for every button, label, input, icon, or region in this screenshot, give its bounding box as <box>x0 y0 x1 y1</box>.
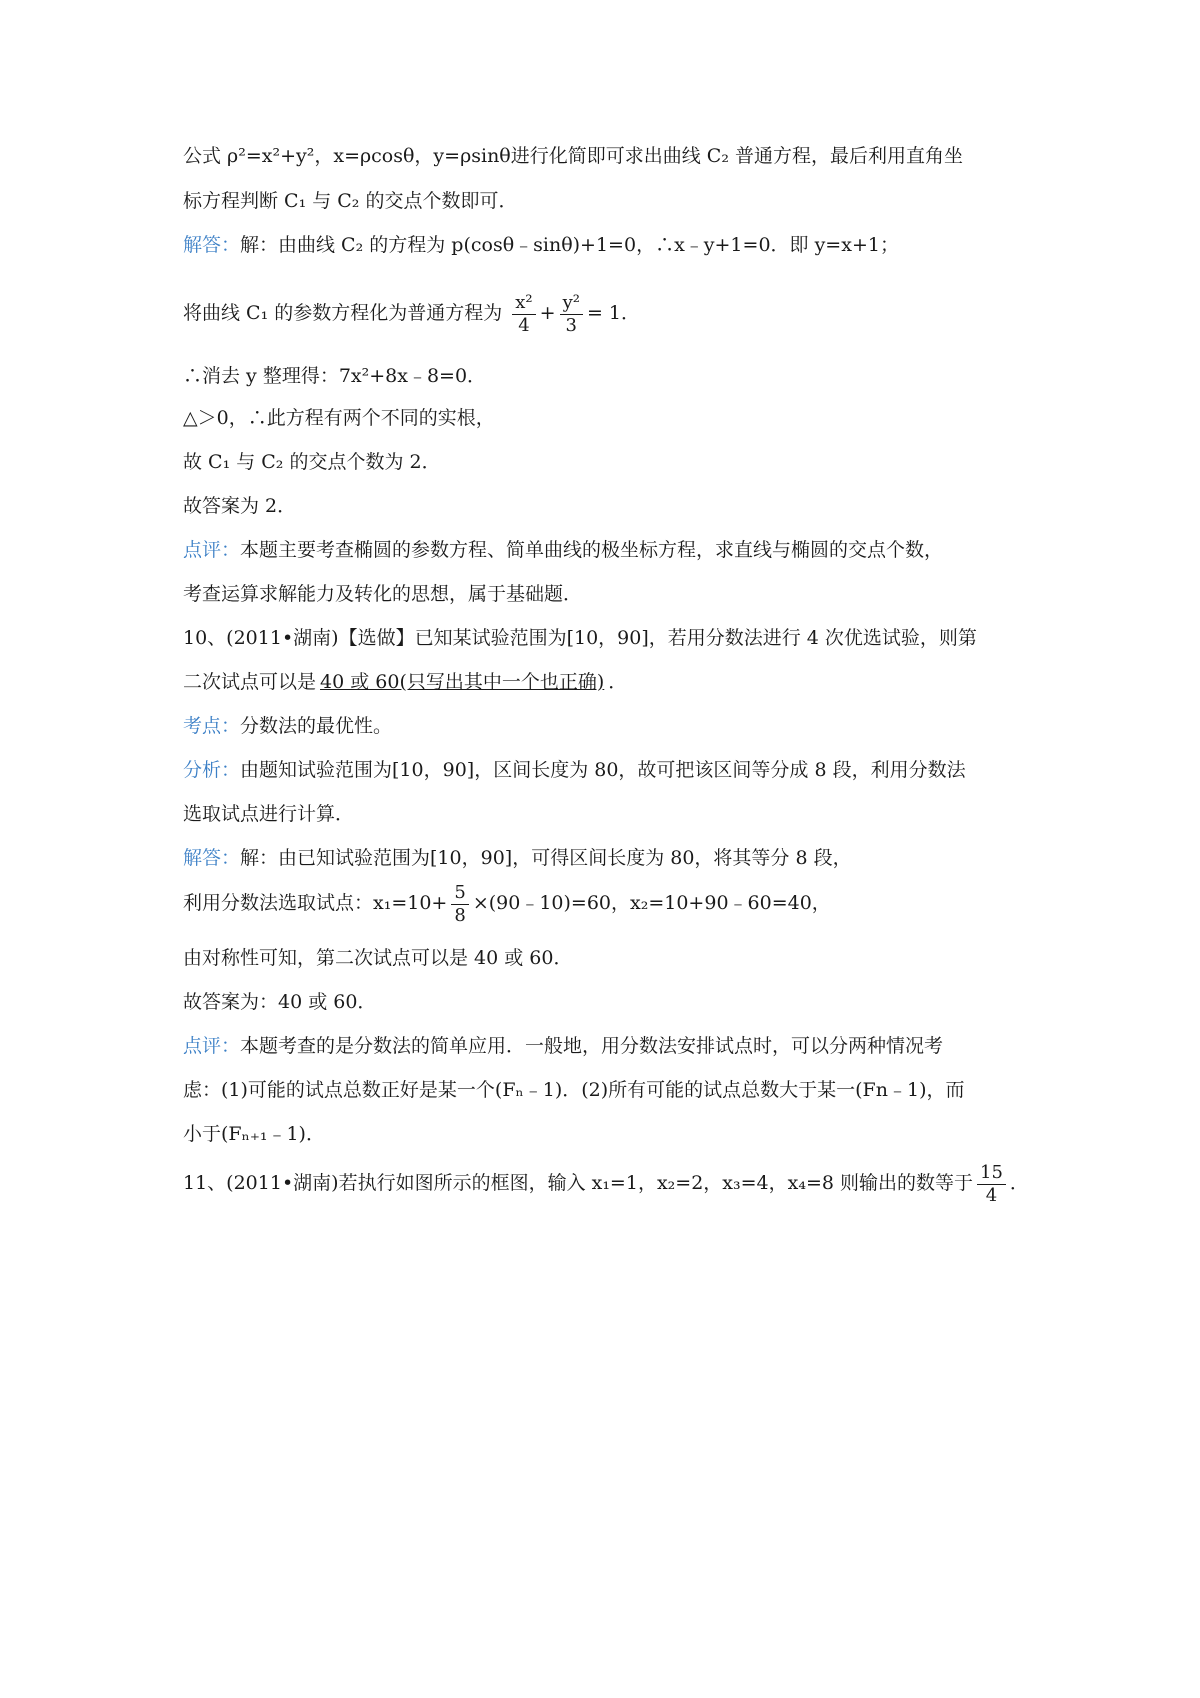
question10-line2 <box>183 669 627 695</box>
comment9-text1: 本题主要考查椭圆的参数方程、简单曲线的极坐标方程，求直线与椭圆的交点个数， <box>240 539 944 561</box>
comment9-line2: 考查运算求解能力及转化的思想，属于基础题． <box>183 583 583 605</box>
comment10-line1 <box>183 1033 943 1059</box>
analysis10-text1: 由题知试验范围为[10，90]，区间长度为 80，故可把该区间等分成 8 段，利用分数法 <box>240 759 966 781</box>
fraction-15-over-4 <box>977 1162 1006 1207</box>
analysis-label: 分析： <box>183 759 241 781</box>
fraction-numerator: 15 <box>980 1161 1003 1183</box>
solution-label: 解答： <box>183 847 241 869</box>
equation-rhs: = 1． <box>586 302 641 324</box>
answer-blank: 40 或 60(只写出其中一个也正确) <box>320 671 605 693</box>
solution9-text1: 解：由曲线 C₂ 的方程为 p(cosθ﹣sinθ)+1=0，∴x﹣y+1=0．即 y=x+1； <box>240 234 899 256</box>
fraction-numerator: x² <box>515 291 533 313</box>
solution9-line1 <box>183 232 899 258</box>
plus-sign: + <box>539 302 556 324</box>
solution9-line6: 故答案为 2． <box>183 495 297 517</box>
solution9-text2: 将曲线 C₁ 的参数方程化为普通方程为 <box>183 302 503 324</box>
fraction-5-over-8 <box>451 882 468 927</box>
solution9-line4: △＞0，∴此方程有两个不同的实根， <box>183 407 495 429</box>
fraction-x2-over-4 <box>512 292 535 337</box>
comment10-text1: 本题考查的是分数法的简单应用．一般地，用分数法安排试点时，可以分两种情况考 <box>240 1035 944 1057</box>
keypoint10-line <box>183 713 392 739</box>
fraction-numerator: 5 <box>454 881 466 903</box>
solution10-line1 <box>183 845 852 871</box>
solution10-text2: 利用分数法选取试点：x₁=10+ <box>183 892 448 914</box>
solution10-line3: 由对称性可知，第二次试点可以是 40 或 60． <box>183 947 573 969</box>
comment10-line3: 小于(Fₙ₊₁﹣1)． <box>183 1123 325 1145</box>
solution10-text1: 解：由已知试验范围为[10，90]，可得区间长度为 80，将其等分 8 段， <box>240 847 852 869</box>
solution10-line4: 故答案为：40 或 60． <box>183 991 377 1013</box>
fraction-denominator: 8 <box>454 904 466 926</box>
question10-line1: 10、(2011•湖南)【选做】已知某试验范围为[10，90]，若用分数法进行 4 次优选试验，则第 <box>183 627 977 649</box>
comment-label: 点评： <box>183 1035 241 1057</box>
question11-text: 11、(2011•湖南)若执行如图所示的框图，输入 x₁=1，x₂=2，x₃=4，x₄=8 则输出的数等于 <box>183 1172 974 1194</box>
fraction-y2-over-3 <box>560 292 583 337</box>
fraction-numerator: y² <box>562 291 580 313</box>
keypoint10-text: 分数法的最优性。 <box>240 715 393 737</box>
solution-label: 解答： <box>183 234 241 256</box>
solution9-line2 <box>183 288 640 338</box>
analysis9-line2: 标方程判断 C₁ 与 C₂ 的交点个数即可． <box>183 190 518 212</box>
analysis9-line1: 公式 ρ²=x²+y²，x=ρcosθ，y=ρsinθ进行化简即可求出曲线 C₂ 普通方程，最后利用直角坐 <box>183 145 963 167</box>
question11-line1 <box>183 1158 1029 1208</box>
solution9-line3: ∴消去 y 整理得：7x²+8x﹣8=0． <box>183 365 487 387</box>
keypoint-label: 考点： <box>183 715 241 737</box>
comment9-line1 <box>183 537 943 563</box>
solution9-line5: 故 C₁ 与 C₂ 的交点个数为 2． <box>183 451 441 473</box>
analysis10-line2: 选取试点进行计算． <box>183 803 355 825</box>
question10-text2: 二次试点可以是 <box>183 671 317 693</box>
fraction-denominator: 4 <box>518 314 530 336</box>
question11-end: ． <box>1009 1172 1029 1194</box>
fraction-denominator: 3 <box>565 314 577 336</box>
analysis10-line1 <box>183 757 966 783</box>
solution10-text2b: ×(90﹣10)=60，x₂=10+90﹣60=40， <box>472 892 831 914</box>
comment10-line2: 虑：(1)可能的试点总数正好是某一个(Fₙ﹣1)．(2)所有可能的试点总数大于某一(Fn﹣1)，而 <box>183 1079 965 1101</box>
solution10-line2 <box>183 878 831 928</box>
comment-label: 点评： <box>183 539 241 561</box>
question10-end: ． <box>608 671 628 693</box>
fraction-denominator: 4 <box>985 1184 998 1206</box>
